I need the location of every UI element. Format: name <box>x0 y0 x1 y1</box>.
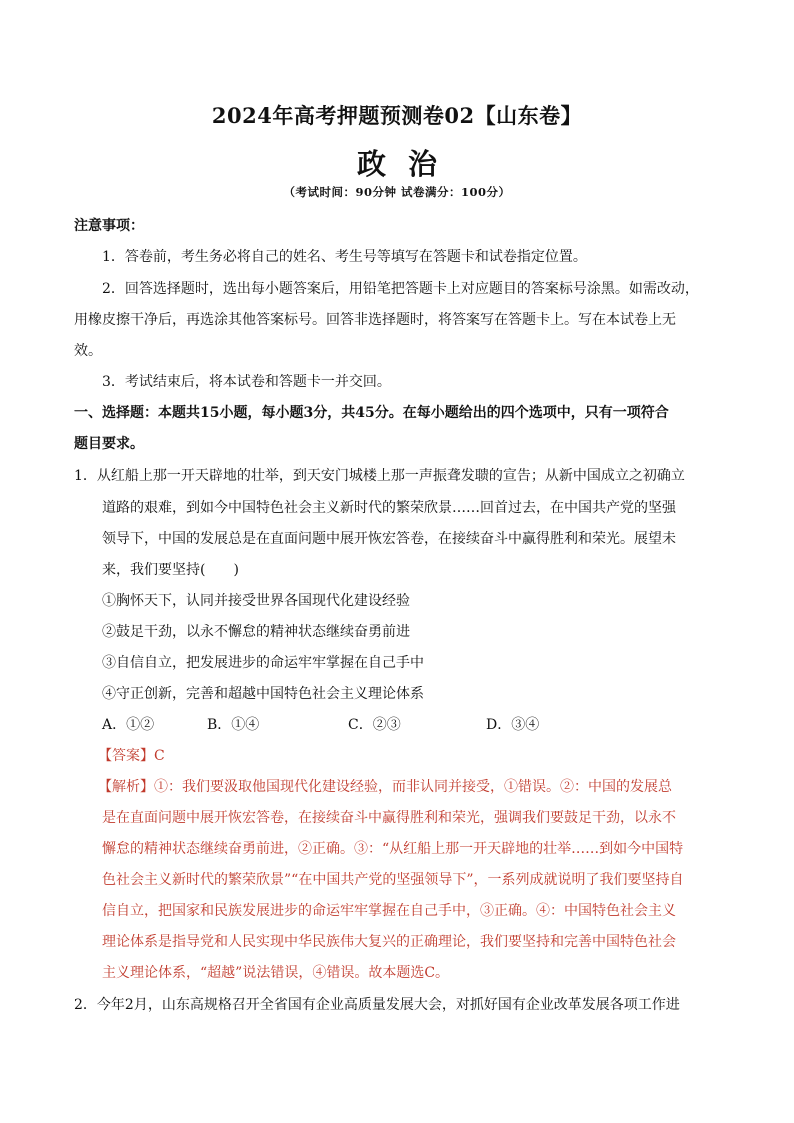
q1-option-b: B．①④ <box>207 717 260 733</box>
q1-statement-3: ③自信自立，把发展进步的命运牢牢掌握在自己手中 <box>102 655 424 671</box>
q1-stem-line3: 领导下，中国的发展总是在直面问题中展开恢宏答卷，在接续奋斗中赢得胜利和荣光。展望未 <box>102 531 676 547</box>
q1-statement-2: ②鼓足干劲，以永不懈怠的精神状态继续奋勇前进 <box>102 624 410 640</box>
exam-title: 2024年高考押题预测卷02【山东卷】 <box>211 103 583 128</box>
exam-meta: （考试时间：90分钟 试卷满分：100分） <box>283 185 511 199</box>
exam-subject: 政治 <box>356 147 459 181</box>
q1-analysis-line3: 懈怠的精神状态继续奋勇前进，②正确。③：“从红船上那一开天辟地的壮举……到如今中国特 <box>102 841 684 857</box>
q2-stem-line1: 2．今年2月，山东高规格召开全省国有企业高质量发展大会，对抓好国有企业改革发展各项工作进 <box>74 997 680 1013</box>
notes-item-1: 1．答卷前，考生务必将自己的姓名、考生号等填写在答题卡和试卷指定位置。 <box>102 249 587 265</box>
q1-answer: 【答案】C <box>98 748 165 764</box>
q1-statement-4: ④守正创新，完善和超越中国特色社会主义理论体系 <box>102 686 424 702</box>
notes-item-2-cont: 用橡皮擦干净后，再选涂其他答案标号。回答非选择题时，将答案写在答题卡上。写在本试卷上无 <box>74 312 676 328</box>
section-heading-line2: 题目要求。 <box>74 436 144 452</box>
notes-item-2: 2．回答选择题时，选出每小题答案后，用铅笔把答题卡上对应题目的答案标号涂黑。如需改动， <box>102 281 699 297</box>
q1-analysis-line1: 【解析】①：我们要汲取他国现代化建设经验，而非认同并接受，①错误。②：中国的发展总 <box>98 779 672 795</box>
q1-option-d: D．③④ <box>486 717 540 733</box>
q1-stem-line1: 1．从红船上那一开天辟地的壮举，到天安门城楼上那一声振聋发聩的宣告；从新中国成立之初确立 <box>74 468 685 484</box>
q1-stem-line4: 来，我们要坚持( ) <box>102 562 239 578</box>
q1-option-c: C．②③ <box>348 717 401 733</box>
notes-item-3: 3．考试结束后，将本试卷和答题卡一并交回。 <box>102 374 391 390</box>
notes-heading: 注意事项： <box>74 218 144 234</box>
q1-analysis-line6: 理论体系是指导党和人民实现中华民族伟大复兴的正确理论，我们要坚持和完善中国特色社会 <box>102 934 676 950</box>
notes-item-2-end: 效。 <box>74 343 102 359</box>
q1-stem-line2: 道路的艰难，到如今中国特色社会主义新时代的繁荣欣景……回首过去，在中国共产党的坚强 <box>102 500 676 516</box>
q1-analysis-line2: 是在直面问题中展开恢宏答卷，在接续奋斗中赢得胜利和荣光，强调我们要鼓足干劲，以永不 <box>102 810 676 826</box>
q1-statement-1: ①胸怀天下，认同并接受世界各国现代化建设经验 <box>102 593 410 609</box>
q1-analysis-line4: 色社会主义新时代的繁荣欣景”“在中国共产党的坚强领导下”，一系列成就说明了我们要坚持自 <box>102 872 684 888</box>
q1-option-a: A．①② <box>102 717 155 733</box>
section-heading-line1: 一、选择题：本题共15小题，每小题3分，共45分。在每小题给出的四个选项中，只有一项符合 <box>74 405 669 421</box>
q1-analysis-line7: 主义理论体系，“超越”说法错误，④错误。故本题选C。 <box>102 965 450 981</box>
q1-analysis-line5: 信自立，把国家和民族发展进步的命运牢牢掌握在自己手中，③正确。④：中国特色社会主义 <box>102 903 676 919</box>
